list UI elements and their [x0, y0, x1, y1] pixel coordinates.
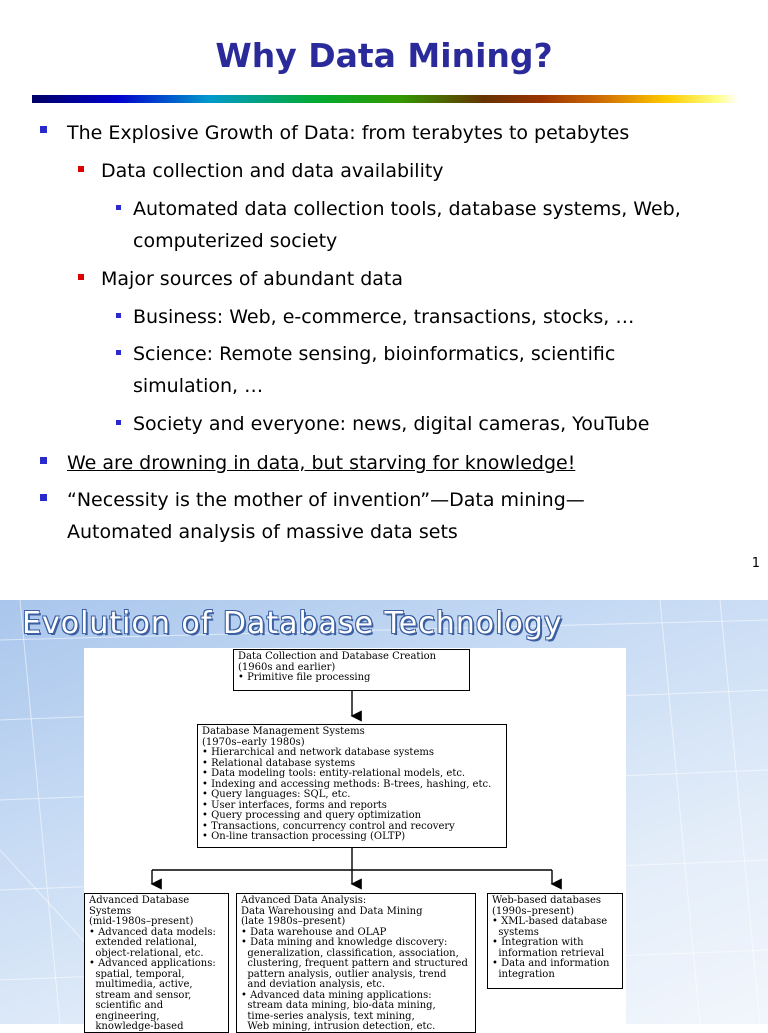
flowchart-box-line: Database Management Systems [202, 726, 365, 737]
bullet-level3: Society and everyone: news, digital cameras, YouTube [133, 413, 650, 435]
bullet-square-icon [116, 205, 121, 210]
bullet-square-icon [116, 420, 121, 425]
bullet-square-icon [116, 350, 121, 355]
flowchart-box-line: • Query languages: SQL, etc. [202, 789, 351, 800]
title-divider-bar [32, 95, 738, 103]
flowchart-box-line: pattern analysis, outlier analysis, trend [241, 968, 447, 980]
flowchart-box-line: spatial, temporal, [89, 968, 185, 980]
flowchart-box-line: systems [492, 926, 539, 938]
flowchart-box-line: Advanced Database [89, 895, 190, 906]
bullet-square-icon [78, 274, 84, 280]
flowchart-box-line: and deviation analysis, etc. [241, 979, 386, 990]
flowchart-box-line: scientific and [89, 1000, 164, 1011]
slide-evolution-of-database-technology [0, 600, 768, 1032]
flowchart-box-line: • Data mining and knowledge discovery: [241, 937, 448, 948]
flowchart-box-line: stream data mining, bio-data mining, [241, 1000, 436, 1011]
bullet-level2: Major sources of abundant data [101, 268, 403, 290]
bullet-square-icon [40, 126, 47, 133]
flowchart-box-line: • Transactions, concurrency control and recovery [202, 820, 455, 832]
flowchart-box-line: • Advanced data mining applications: [241, 989, 432, 1001]
flowchart-box-line: • Primitive file processing [238, 672, 371, 683]
slide-title: Why Data Mining? [215, 36, 553, 75]
box-advanced-database-systems [84, 893, 229, 1033]
flowchart-box-line: (1990s–present) [492, 905, 574, 917]
bullet-square-icon [78, 166, 84, 172]
bullet-square-icon [40, 494, 47, 501]
flowchart-box-line: • Indexing and accessing methods: B-trees, hashing, etc. [202, 778, 492, 790]
flowchart-box-line: • User interfaces, forms and reports [202, 799, 387, 811]
box-data-collection-creation [233, 649, 470, 691]
bullet-level3-cont: computerized society [133, 230, 338, 252]
box-web-based-databases [487, 893, 623, 989]
bullet-level3: Science: Remote sensing, bioinformatics, scientific [133, 343, 616, 365]
flowchart-box-line: clustering, frequent pattern and structured [241, 958, 468, 969]
flowchart-box-line: stream and sensor, [89, 989, 192, 1001]
flowchart-box-line: • XML-based database [492, 916, 608, 927]
bullet-square-icon [116, 313, 121, 318]
evolution-flowchart [84, 648, 626, 1032]
flowchart-box-line: (1960s and earlier) [238, 661, 336, 673]
bullet-level3: Business: Web, e-commerce, transactions, stocks, … [133, 306, 635, 328]
bullet-level1: The Explosive Growth of Data: from terabytes to petabytes [67, 122, 630, 144]
box-database-management-systems [197, 724, 507, 848]
flowchart-box-line: • Advanced applications: [89, 958, 216, 969]
flowchart-box-line: Systems [89, 905, 132, 917]
flowchart-box-line: (late 1980s–present) [241, 916, 346, 927]
flowchart-box-line: (mid-1980s–present) [89, 916, 194, 927]
flowchart-box-line: Web-based databases [492, 895, 602, 906]
flowchart-box-line: • Data warehouse and OLAP [241, 926, 387, 938]
flowchart-box-line: • Query processing and query optimization [202, 810, 422, 821]
slide-title: Evolution of Database Technology [22, 606, 563, 641]
flowchart-box-line: • Hierarchical and network database systems [202, 747, 434, 758]
flowchart-box-line: Web mining, intrusion detection, etc. [241, 1021, 436, 1032]
bullet-level3-cont: simulation, … [133, 375, 264, 397]
flowchart-box-line: object-relational, etc. [89, 947, 204, 959]
page-number: 1 [751, 556, 760, 571]
flowchart-box-line: time-series analysis, text mining, [241, 1010, 415, 1022]
flowchart-box-line: engineering, [89, 1010, 160, 1022]
bullet-square-icon [40, 457, 47, 464]
bullet-level2: Data collection and data availability [101, 160, 444, 182]
bullet-level3: Automated data collection tools, database systems, Web, [133, 198, 681, 220]
flowchart-box-line: • Data and information [492, 958, 610, 969]
box-advanced-data-analysis [236, 893, 476, 1033]
flowchart-box-line: Advanced Data Analysis: [241, 895, 367, 906]
flowchart-box-line: • Relational database systems [202, 757, 356, 769]
flowchart-box-line: • Data modeling tools: entity-relational models, etc. [202, 768, 466, 779]
flowchart-box-line: Data Collection and Database Creation [238, 651, 437, 662]
flowchart-box-line: • On-line transaction processing (OLTP) [202, 831, 406, 842]
bullet-level1: “Necessity is the mother of invention”—Data mining— [67, 489, 585, 511]
flowchart-box-line: • Advanced data models: [89, 926, 216, 938]
flowchart-box-line: generalization, classification, association, [241, 947, 459, 959]
flowchart-box-line: Data Warehousing and Data Mining [241, 905, 423, 917]
bullet-level1-emphasis: We are drowning in data, but starving for knowledge! [67, 452, 576, 474]
flowchart-box-line: (1970s–early 1980s) [202, 736, 305, 748]
flowchart-box-line: multimedia, active, [89, 979, 193, 990]
flowchart-box-line: integration [492, 968, 555, 980]
bullet-level1-cont: Automated analysis of massive data sets [67, 521, 458, 543]
flowchart-box-line: • Integration with [492, 937, 584, 948]
flowchart-box-line: information retrieval [492, 947, 605, 959]
flowchart-box-line: knowledge-based [89, 1021, 184, 1032]
flowchart-box-line: extended relational, [89, 937, 198, 948]
